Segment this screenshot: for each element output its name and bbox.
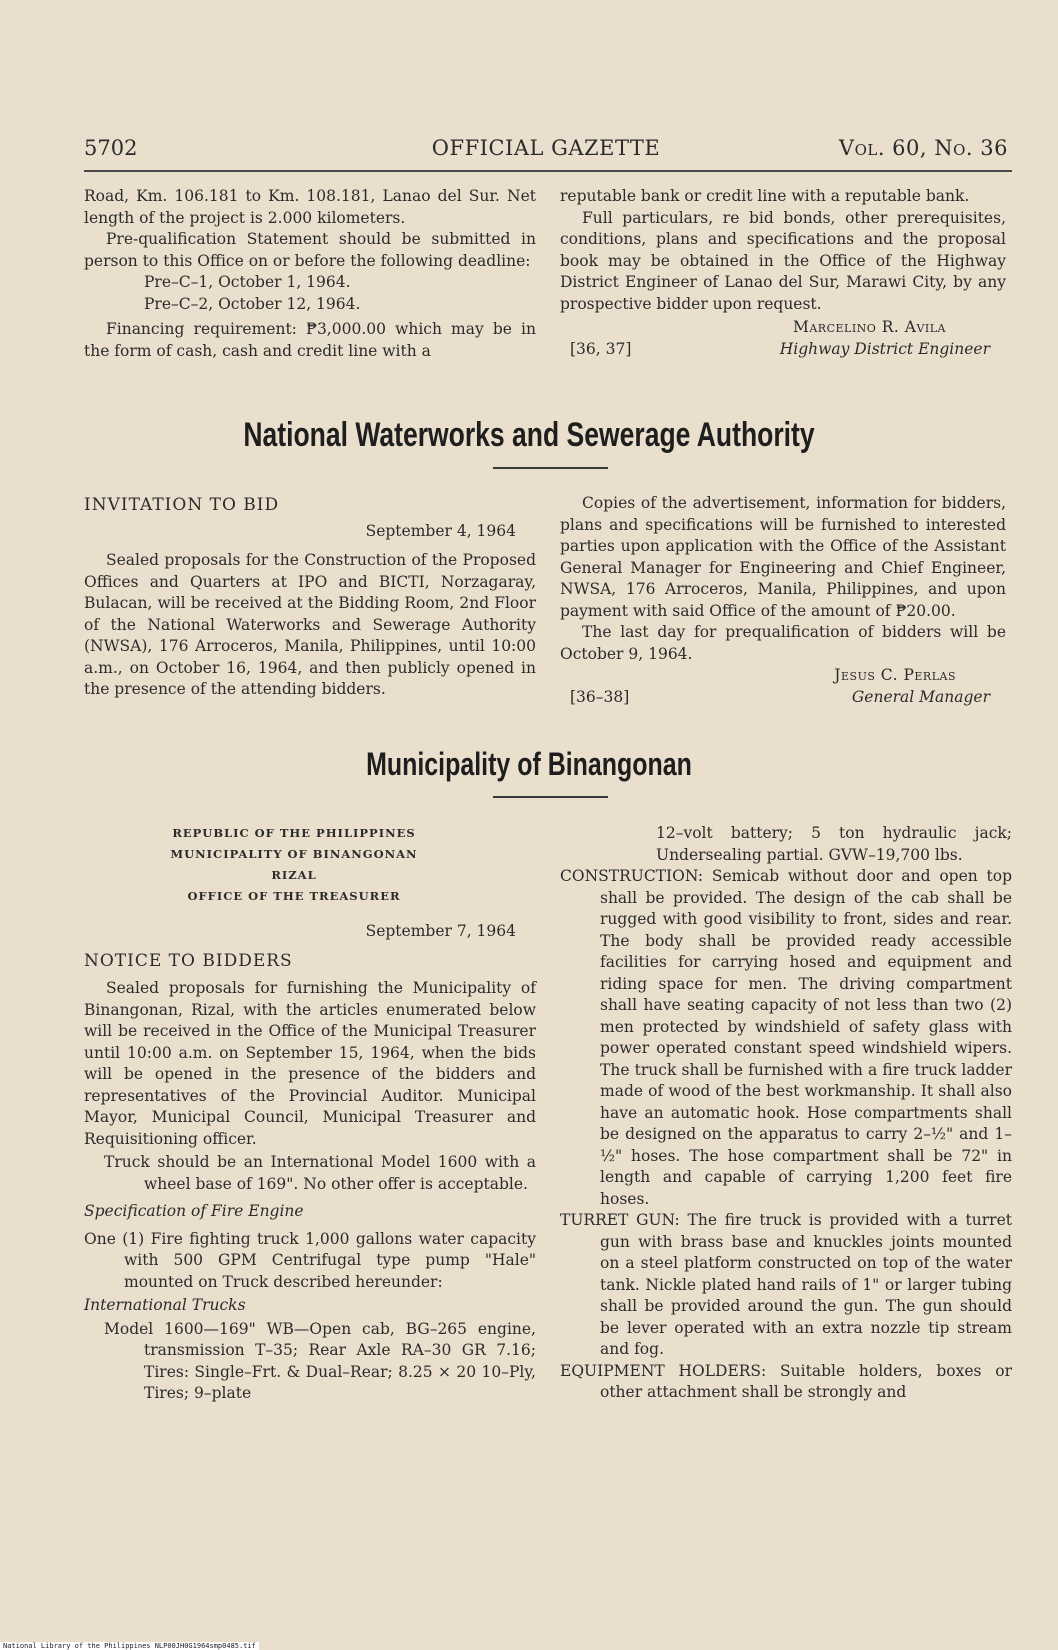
spec-item: TURRET GUN: The fire truck is provided with a turret gun with brass base and knuckles joints mounted on a steel platform constructed on top of the water tank. Nickle plated hand rails of 1" or larger tubing shall be provided around the gun. The gun should be lever operated with an extra nozzle tip stream and fog. — [560, 1211, 1012, 1358]
paragraph: Pre-qualification Statement should be submitted in person to this Office on or before the following deadline: — [84, 230, 536, 270]
paragraph: 12–volt battery; 5 ton hydraulic jack; Undersealing partial. GVW–19,700 lbs. — [656, 824, 1012, 864]
paragraph: Truck should be an International Model 1600 with a wheel base of 169". No other offer is acceptable. — [104, 1153, 536, 1193]
top-left-column — [84, 186, 536, 362]
section-heading: INVITATION TO BID — [84, 495, 280, 515]
subheading: International Trucks — [84, 1296, 246, 1314]
org-line: RIZAL — [271, 868, 317, 882]
paragraph: Model 1600—169" WB—Open cab, BG–265 engine, transmission T–35; Rear Axle RA–30 GR 7.16; Tires: Single–Frt. & Dual–Rear; 8.25 × 20 10–Ply, Tires; 9–plate — [104, 1319, 536, 1402]
page-header — [84, 136, 1008, 166]
binangonan-right-column — [560, 823, 1012, 1404]
scan-footer: National Library of the Philippines NLP00JH0G1964smp0485.tif — [0, 1642, 259, 1650]
notice-date: September 7, 1964 — [365, 922, 516, 940]
section-rule — [493, 796, 608, 798]
section-title: Municipality of Binangonan — [366, 746, 692, 782]
signer-name: Jesus C. Perlas — [834, 666, 956, 684]
signer-title: General Manager — [851, 687, 990, 706]
section-rule — [493, 467, 608, 469]
org-line: REPUBLIC OF THE PHILIPPINES — [172, 826, 416, 840]
paragraph: The last day for prequalification of bidders will be October 9, 1964. — [560, 623, 1006, 663]
deadline-item: Pre–C–2, October 12, 1964. — [144, 294, 361, 313]
paragraph: Sealed proposals for furnishing the Municipality of Binangonan, Rizal, with the articles enumerated below will be received in the Office of the Municipal Treasurer until 10:00 a.m. on September 15, 1964, when the bids will be opened in the presence of the bidders and representatives of the Provincial Auditor. Municipal Mayor, Municipal Council, Municipal Treasurer and Requisitioning officer. — [84, 979, 536, 1148]
section-heading: NOTICE TO BIDDERS — [84, 950, 293, 971]
signer-name: Marcelino R. Avila — [792, 318, 946, 336]
signer-title: Highway District Engineer — [779, 339, 990, 358]
spec-item: EQUIPMENT HOLDERS: Suitable holders, boxes or other attachment shall be strongly and — [560, 1361, 1012, 1401]
nwsa-left-column — [84, 495, 536, 701]
org-header — [154, 823, 434, 907]
paragraph: Road, Km. 106.181 to Km. 108.181, Lanao del Sur. Net length of the project is 2.000 kilometers. — [84, 187, 536, 227]
paragraph: Financing requirement: ₱3,000.00 which may be in the form of cash, cash and credit line with a — [84, 320, 536, 360]
issue-numbers: [36–38] — [570, 687, 630, 706]
section-title: National Waterworks and Sewerage Authority — [243, 416, 815, 454]
publication-title: OFFICIAL GAZETTE — [431, 136, 661, 160]
paragraph: Copies of the advertisement, information for bidders, plans and specifications will be furnished to interested parties upon application with the Office of the Assistant General Manager for Engineering and Chief Engineer, NWSA, 176 Arroceros, Manila, Philippines, and upon payment with said Office of the amount of ₱20.00. — [560, 494, 1006, 620]
volume-number: Vol. 60, No. 36 — [838, 136, 1008, 160]
org-line: OFFICE OF THE TREASURER — [187, 889, 401, 903]
header-rule — [84, 170, 1012, 172]
issue-numbers: [36, 37] — [570, 339, 632, 358]
page-number: 5702 — [84, 136, 138, 160]
org-line: MUNICIPALITY OF BINANGONAN — [170, 847, 418, 861]
paragraph: One (1) Fire fighting truck 1,000 gallons water capacity with 500 GPM Centrifugal type pump "Hale" mounted on Truck described hereunder: — [84, 1229, 536, 1291]
binangonan-left-column — [84, 823, 536, 1405]
paragraph: reputable bank or credit line with a reputable bank. — [560, 187, 970, 205]
paragraph: Full particulars, re bid bonds, other prerequisites, conditions, plans and specifications and the proposal book may be obtained in the Office of the Highway District Engineer of Lanao del Sur, Marawi City, by any prospective bidder upon request. — [560, 208, 1006, 313]
paragraph: Sealed proposals for the Construction of the Proposed Offices and Quarters at IPO and BICTI, Norzagaray, Bulacan, will be received at the Bidding Room, 2nd Floor of the National Waterworks and Sewerage Authority (NWSA), 176 Arroceros, Manila, Philippines, until 10:00 a.m., on October 16, 1964, and then publicly opened in the presence of the attending bidders. — [84, 551, 536, 698]
notice-date: September 4, 1964 — [365, 521, 516, 540]
deadline-item: Pre–C–1, October 1, 1964. — [144, 273, 351, 291]
nwsa-right-column — [560, 493, 1006, 708]
subheading: Specification of Fire Engine — [84, 1202, 304, 1220]
top-right-column — [560, 186, 1006, 360]
spec-item: CONSTRUCTION: Semicab without door and open top shall be provided. The design of the cab shall be rugged with good visibility to front, sides and rear. The body shall be provided ready accessible facilities for carrying hosed and equipment and riding space for men. The driving compartment shall have seating capacity of not less than two (2) men protected by windshield of safety glass with power operated constant speed windshield wipers. The truck shall be furnished with a fire truck ladder made of wood of the best workmanship. It shall also have an automatic hook. Hose compartments shall be designed on the apparatus to carry 2–½" and 1–½" hoses. The hose compartment shall be 72" in length and capable of carrying 1,200 feet fire hoses. — [560, 867, 1012, 1208]
